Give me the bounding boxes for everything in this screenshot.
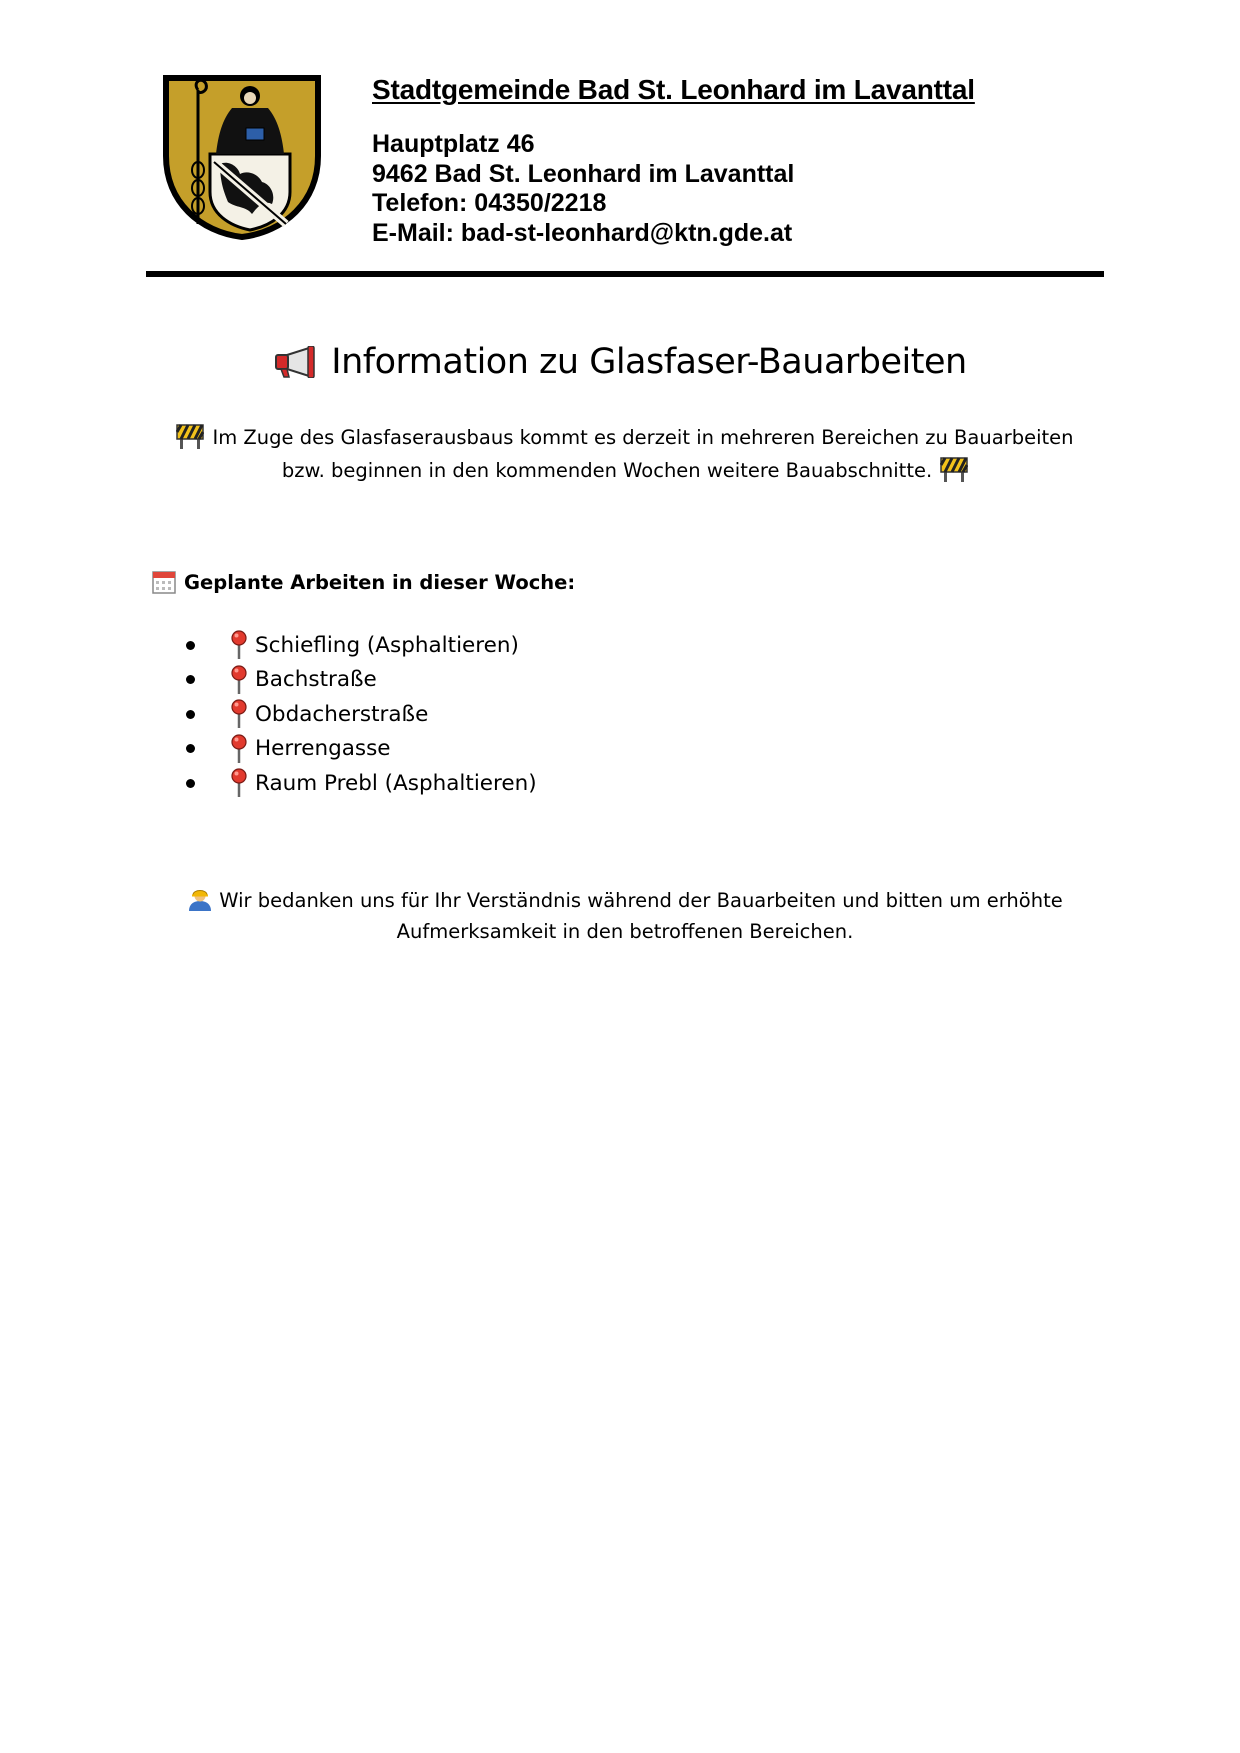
bullet <box>186 641 195 650</box>
round-pushpin-icon <box>229 665 249 695</box>
bullet <box>186 675 195 684</box>
header-divider <box>146 271 1104 277</box>
page-title <box>0 342 1240 382</box>
list-item-text: Raum Prebl (Asphaltieren) <box>255 770 537 796</box>
calendar-icon <box>152 570 176 594</box>
coat-of-arms-icon <box>162 74 322 240</box>
list-item-text: Schiefling (Asphaltieren) <box>255 632 519 658</box>
title-text: Information zu Glasfaser-Bauarbeiten <box>331 342 967 382</box>
list-item <box>186 697 537 732</box>
round-pushpin-icon <box>229 734 249 764</box>
intro-paragraph <box>160 421 1090 487</box>
list-item <box>186 663 537 698</box>
construction-barrier-icon <box>940 455 968 483</box>
address-phone: Telefon: 04350/2218 <box>372 189 607 217</box>
round-pushpin-icon <box>229 699 249 729</box>
address-street: Hauptplatz 46 <box>372 130 535 158</box>
construction-barrier-icon <box>176 422 204 450</box>
megaphone-icon <box>273 346 317 378</box>
worker-icon <box>187 886 213 912</box>
round-pushpin-icon <box>229 768 249 798</box>
list-item <box>186 766 537 801</box>
bullet <box>186 779 195 788</box>
closing-paragraph <box>160 885 1090 947</box>
planned-works-heading-text: Geplante Arbeiten in dieser Woche: <box>184 571 576 594</box>
intro-text: Im Zuge des Glasfaserausbaus kommt es derzeit in mehreren Bereichen zu Bauarbeiten bzw. beginnen in den kommenden Wochen weitere Bauabschnitte. <box>212 426 1074 482</box>
list-item-text: Obdacherstraße <box>255 701 429 727</box>
round-pushpin-icon <box>229 630 249 660</box>
address-block <box>372 130 794 248</box>
list-item-text: Herrengasse <box>255 736 391 762</box>
list-item-text: Bachstraße <box>255 667 377 693</box>
planned-works-heading <box>152 570 575 594</box>
planned-works-list <box>186 628 537 801</box>
address-city: 9462 Bad St. Leonhard im Lavanttal <box>372 159 795 188</box>
address-email[interactable]: E-Mail: bad-st-leonhard@ktn.gde.at <box>372 218 793 247</box>
closing-text: Wir bedanken uns für Ihr Verständnis während der Bauarbeiten und bitten um erhöhte Aufmerksamkeit in den betroffenen Bereichen. <box>219 889 1063 943</box>
list-item <box>186 628 537 663</box>
bullet <box>186 744 195 753</box>
organization-name: Stadtgemeinde Bad St. Leonhard im Lavanttal <box>372 74 975 105</box>
bullet <box>186 710 195 719</box>
list-item <box>186 732 537 767</box>
